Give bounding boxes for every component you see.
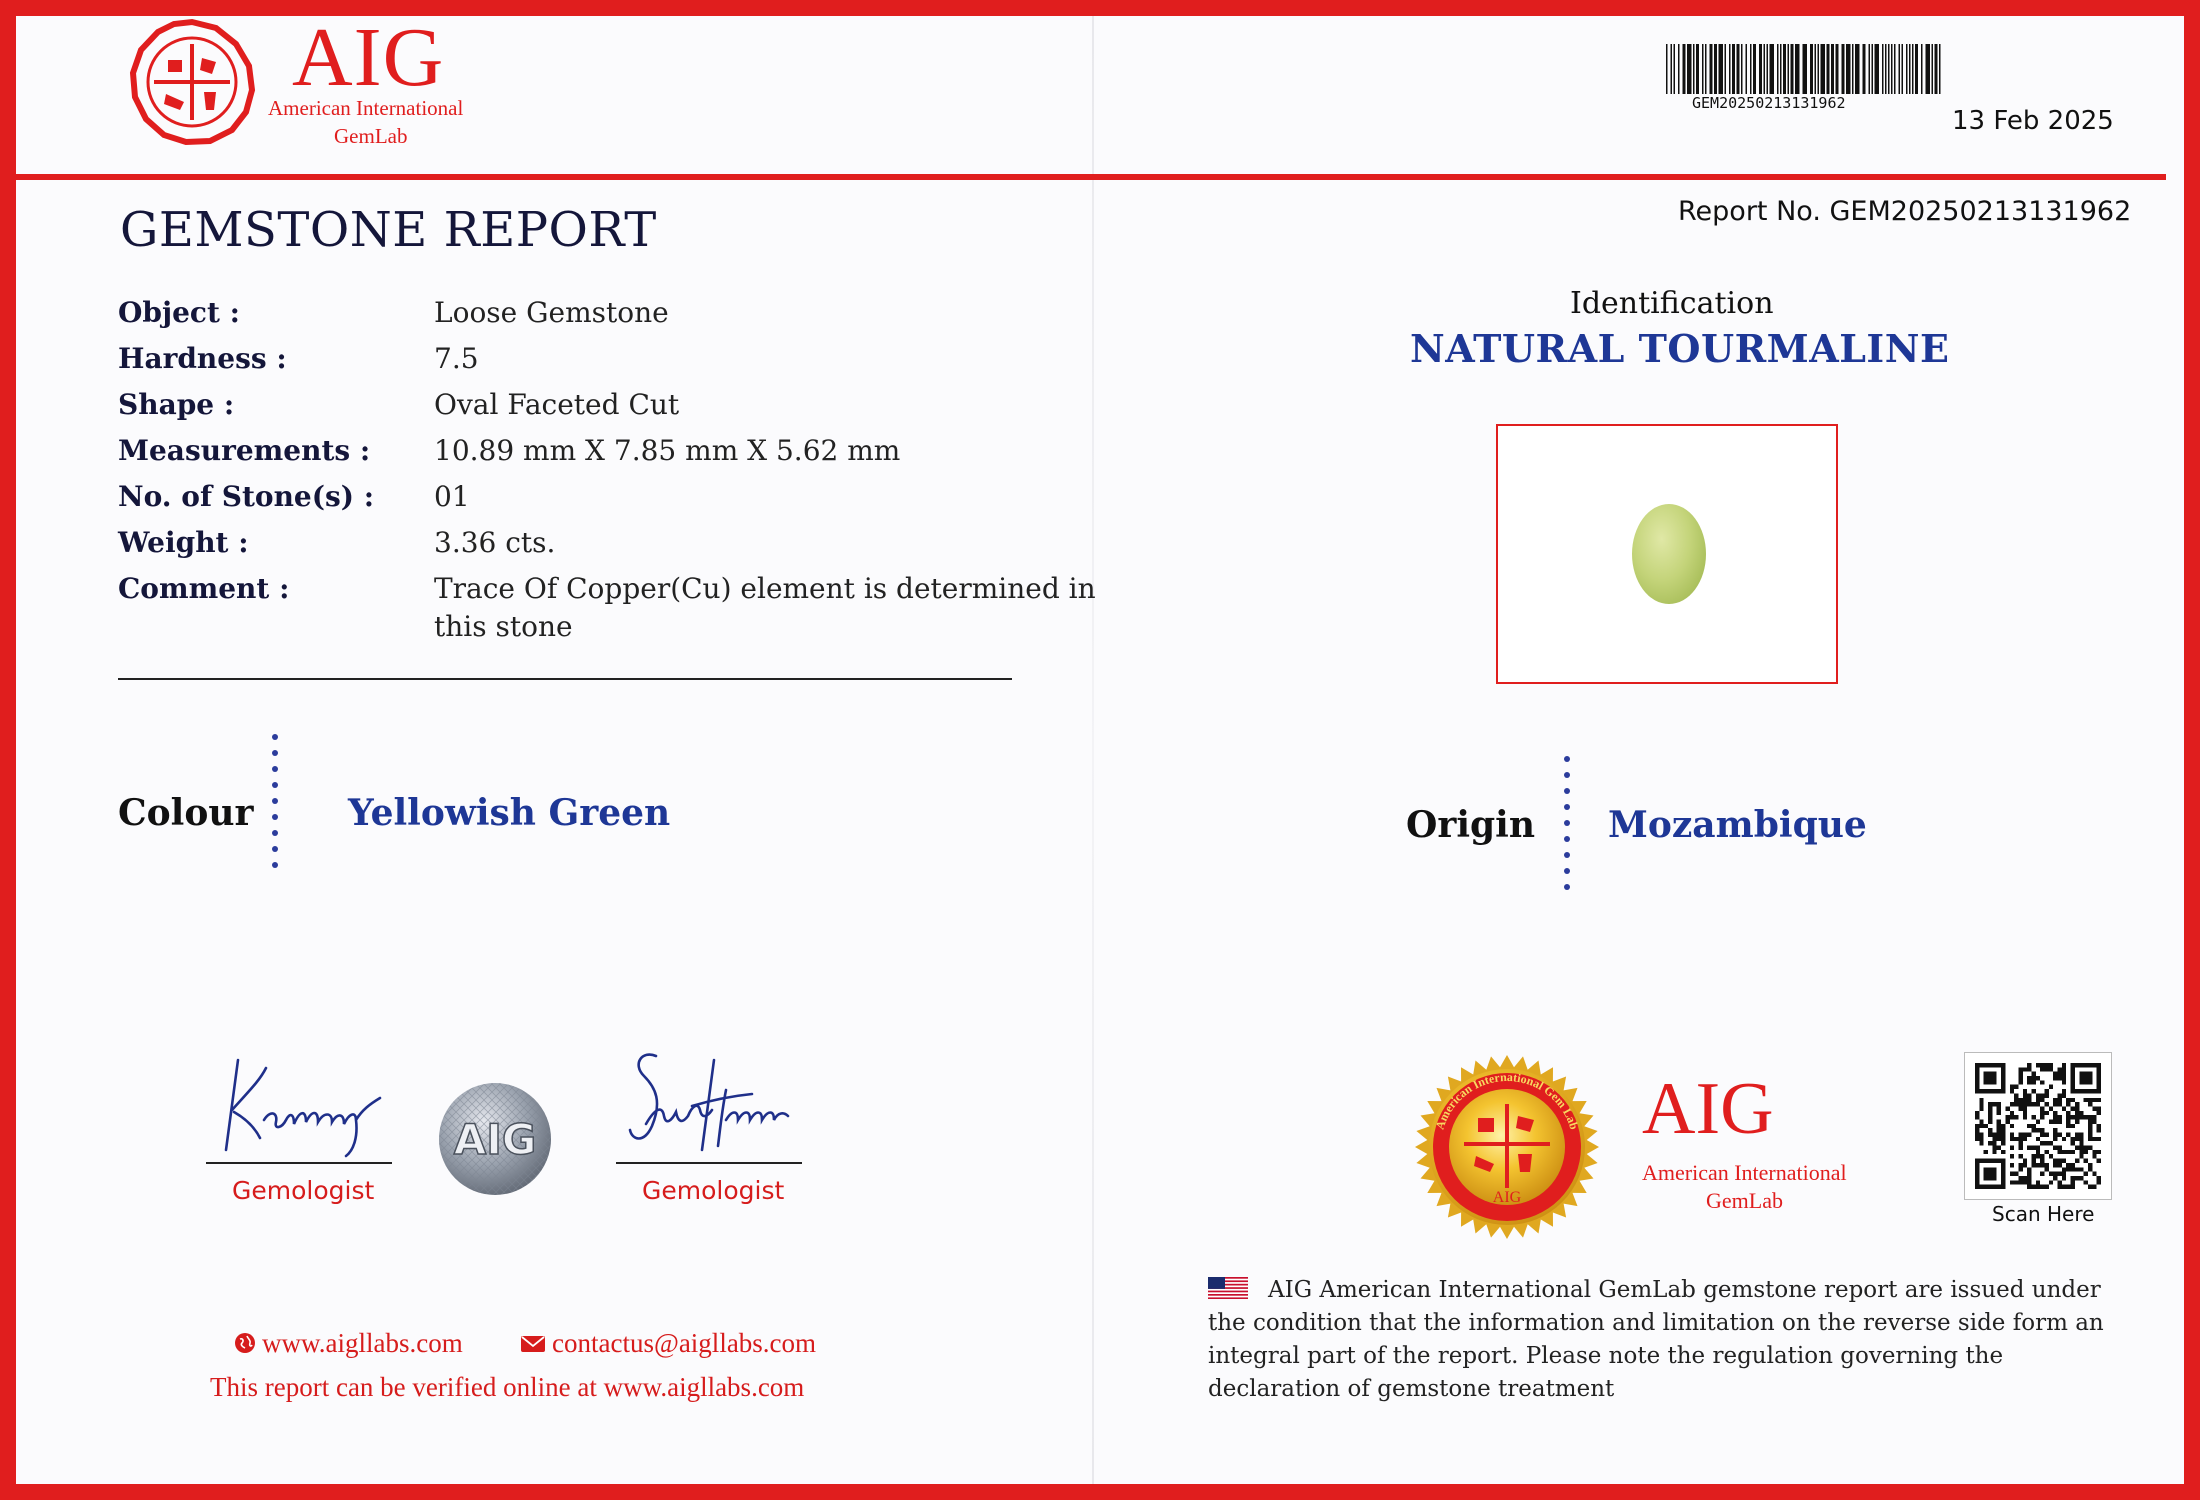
barcode-text: GEM20250213131962: [1692, 94, 1846, 112]
disclaimer-body: AIG American International GemLab gemstone report are issued under the condition that the information and limitation on the reverse side form an integral part of the report. Please note the regulation governing the declaration of gemstone treatment: [1208, 1277, 2104, 1402]
detail-label-shape: Shape :: [118, 388, 235, 421]
detail-label-weight: Weight :: [118, 526, 249, 559]
detail-label-comment: Comment :: [118, 572, 290, 605]
detail-value-hardness: 7.5: [434, 342, 479, 375]
signature-left: [220, 1040, 390, 1160]
colour-dot-separator: [272, 734, 278, 878]
brand-logo-text: AIG: [292, 11, 445, 104]
website-link[interactable]: [234, 1328, 463, 1359]
signature-right: [622, 1040, 802, 1160]
email-text: contactus@aigllabs.com: [552, 1328, 817, 1358]
brand-subtitle-line2-right: GemLab: [1706, 1188, 1783, 1213]
scan-here-label: Scan Here: [1992, 1202, 2095, 1226]
detail-value-stones: 01: [434, 480, 470, 513]
brand-subtitle-line1-right: American International: [1642, 1160, 1847, 1185]
page-title: GEMSTONE REPORT: [120, 202, 657, 258]
qr-code-icon: [1975, 1063, 2101, 1189]
website-text: www.aigllabs.com: [262, 1328, 463, 1358]
colour-value: Yellowish Green: [348, 792, 671, 834]
gemologist-label-right: Gemologist: [642, 1176, 785, 1205]
detail-label-object: Object :: [118, 296, 240, 329]
hologram-icon: [436, 1080, 554, 1198]
email-link[interactable]: [520, 1328, 816, 1359]
report-date: 13 Feb 2025: [1952, 106, 2114, 136]
identification-value: NATURAL TOURMALINE: [1410, 326, 1950, 371]
verify-note: This report can be verified online at www.aigllabs.com: [210, 1372, 805, 1402]
brand-subtitle-line1: American International: [268, 96, 464, 120]
detail-label-hardness: Hardness :: [118, 342, 287, 375]
detail-value-object: Loose Gemstone: [434, 296, 669, 329]
detail-value-comment: Trace Of Copper(Cu) element is determined in: [434, 572, 1096, 605]
colour-label: Colour: [118, 792, 254, 834]
center-fold: [1092, 16, 1094, 1484]
gemstone-image: [1632, 504, 1706, 604]
globe-icon: [234, 1332, 256, 1354]
origin-dot-separator: [1564, 756, 1570, 900]
disclaimer-text: [1208, 1274, 2108, 1406]
detail-value-shape: Oval Faceted Cut: [434, 388, 680, 421]
hologram-text: AIG: [453, 1115, 537, 1164]
detail-value-weight: 3.36 cts.: [434, 526, 556, 559]
qr-code[interactable]: [1964, 1052, 2112, 1200]
origin-label: Origin: [1406, 804, 1536, 846]
detail-value-comment-line2: this stone: [434, 610, 573, 643]
detail-value-measurements: 10.89 mm X 7.85 mm X 5.62 mm: [434, 434, 901, 467]
identification-label: Identification: [1570, 286, 1774, 321]
gemologist-label-left: Gemologist: [232, 1176, 375, 1205]
brand-subtitle-line2: GemLab: [334, 124, 408, 148]
us-flag-icon: [1208, 1277, 1248, 1299]
header-rule: [16, 174, 2166, 180]
signature-line-left: [206, 1162, 392, 1164]
seal-center-text: AIG: [1492, 1189, 1522, 1206]
origin-value: Mozambique: [1608, 804, 1867, 846]
gold-seal-icon: [1412, 1052, 1602, 1242]
gemstone-photo: [1496, 424, 1838, 684]
barcode: [1666, 44, 1942, 94]
brand-logo-text-right: AIG: [1642, 1068, 1774, 1150]
envelope-icon: [520, 1334, 546, 1354]
detail-label-stones: No. of Stone(s) :: [118, 480, 375, 513]
report-number: Report No. GEM20250213131962: [1678, 196, 2132, 227]
seal-ring-text: American International Gem Lab: [1432, 1069, 1582, 1132]
detail-label-measurements: Measurements :: [118, 434, 371, 467]
signature-line-right: [616, 1162, 802, 1164]
details-divider: [118, 678, 1012, 680]
gemlab-emblem-icon: [128, 18, 256, 146]
